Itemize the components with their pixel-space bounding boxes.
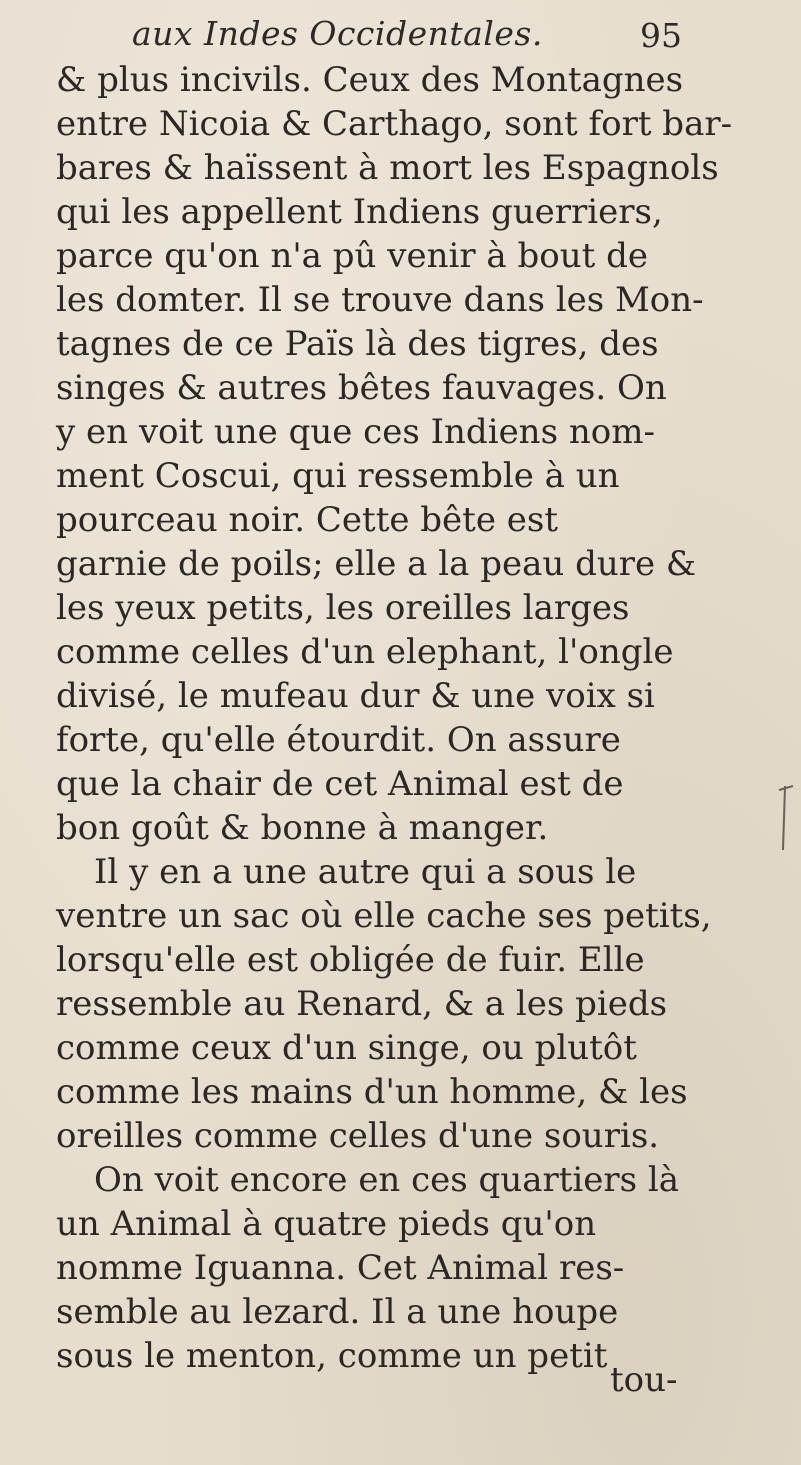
text-line: oreilles comme celles d'une souris.: [56, 1116, 660, 1156]
text-line: comme celles d'un elephant, l'ongle: [56, 632, 674, 672]
text-line: garnie de poils; elle a la peau dure &: [56, 544, 697, 584]
page-number: 95: [640, 16, 682, 55]
text-line: ventre un sac où elle cache ses petits,: [56, 896, 712, 936]
text-line: ressemble au Renard, & a les pieds: [56, 984, 668, 1024]
text-line: nomme Iguanna. Cet Animal res-: [56, 1248, 625, 1288]
text-line: Il y en a une autre qui a sous le: [94, 852, 637, 892]
text-line: ment Coscui, qui ressemble à un: [56, 456, 620, 496]
text-line: entre Nicoia & Carthago, sont fort bar-: [56, 104, 733, 144]
catchword: tou-: [610, 1360, 678, 1400]
text-line: les domter. Il se trouve dans les Mon-: [56, 280, 704, 320]
text-line: les yeux petits, les oreilles larges: [56, 588, 630, 628]
text-line: qui les appellent Indiens guerriers,: [56, 192, 663, 232]
text-line: semble au lezard. Il a une houpe: [56, 1292, 619, 1332]
text-line: pourceau noir. Cette bête est: [56, 500, 558, 540]
text-line: comme les mains d'un homme, & les: [56, 1072, 688, 1112]
text-line: forte, qu'elle étourdit. On assure: [56, 720, 621, 760]
text-line: & plus incivils. Ceux des Montagnes: [56, 60, 684, 100]
text-line: un Animal à quatre pieds qu'on: [56, 1204, 597, 1244]
text-line: bon goût & bonne à manger.: [56, 808, 549, 848]
running-title: aux Indes Occidentales.: [132, 14, 543, 53]
page-edge-mark: [771, 780, 801, 860]
text-line: sous le menton, comme un petit: [56, 1336, 608, 1376]
text-line: comme ceux d'un singe, ou plutôt: [56, 1028, 637, 1068]
text-line: que la chair de cet Animal est de: [56, 764, 624, 804]
text-line: singes & autres bêtes fauvages. On: [56, 368, 667, 408]
text-line: y en voit une que ces Indiens nom-: [56, 412, 655, 452]
text-line: bares & haïssent à mort les Espagnols: [56, 148, 719, 188]
text-line: tagnes de ce Païs là des tigres, des: [56, 324, 659, 364]
running-head: [0, 4, 801, 64]
text-line: On voit encore en ces quartiers là: [94, 1160, 680, 1200]
text-line: lorsqu'elle est obligée de fuir. Elle: [56, 940, 645, 980]
text-line: parce qu'on n'a pû venir à bout de: [56, 236, 648, 276]
text-line: divisé, le mufeau dur & une voix si: [56, 676, 655, 716]
